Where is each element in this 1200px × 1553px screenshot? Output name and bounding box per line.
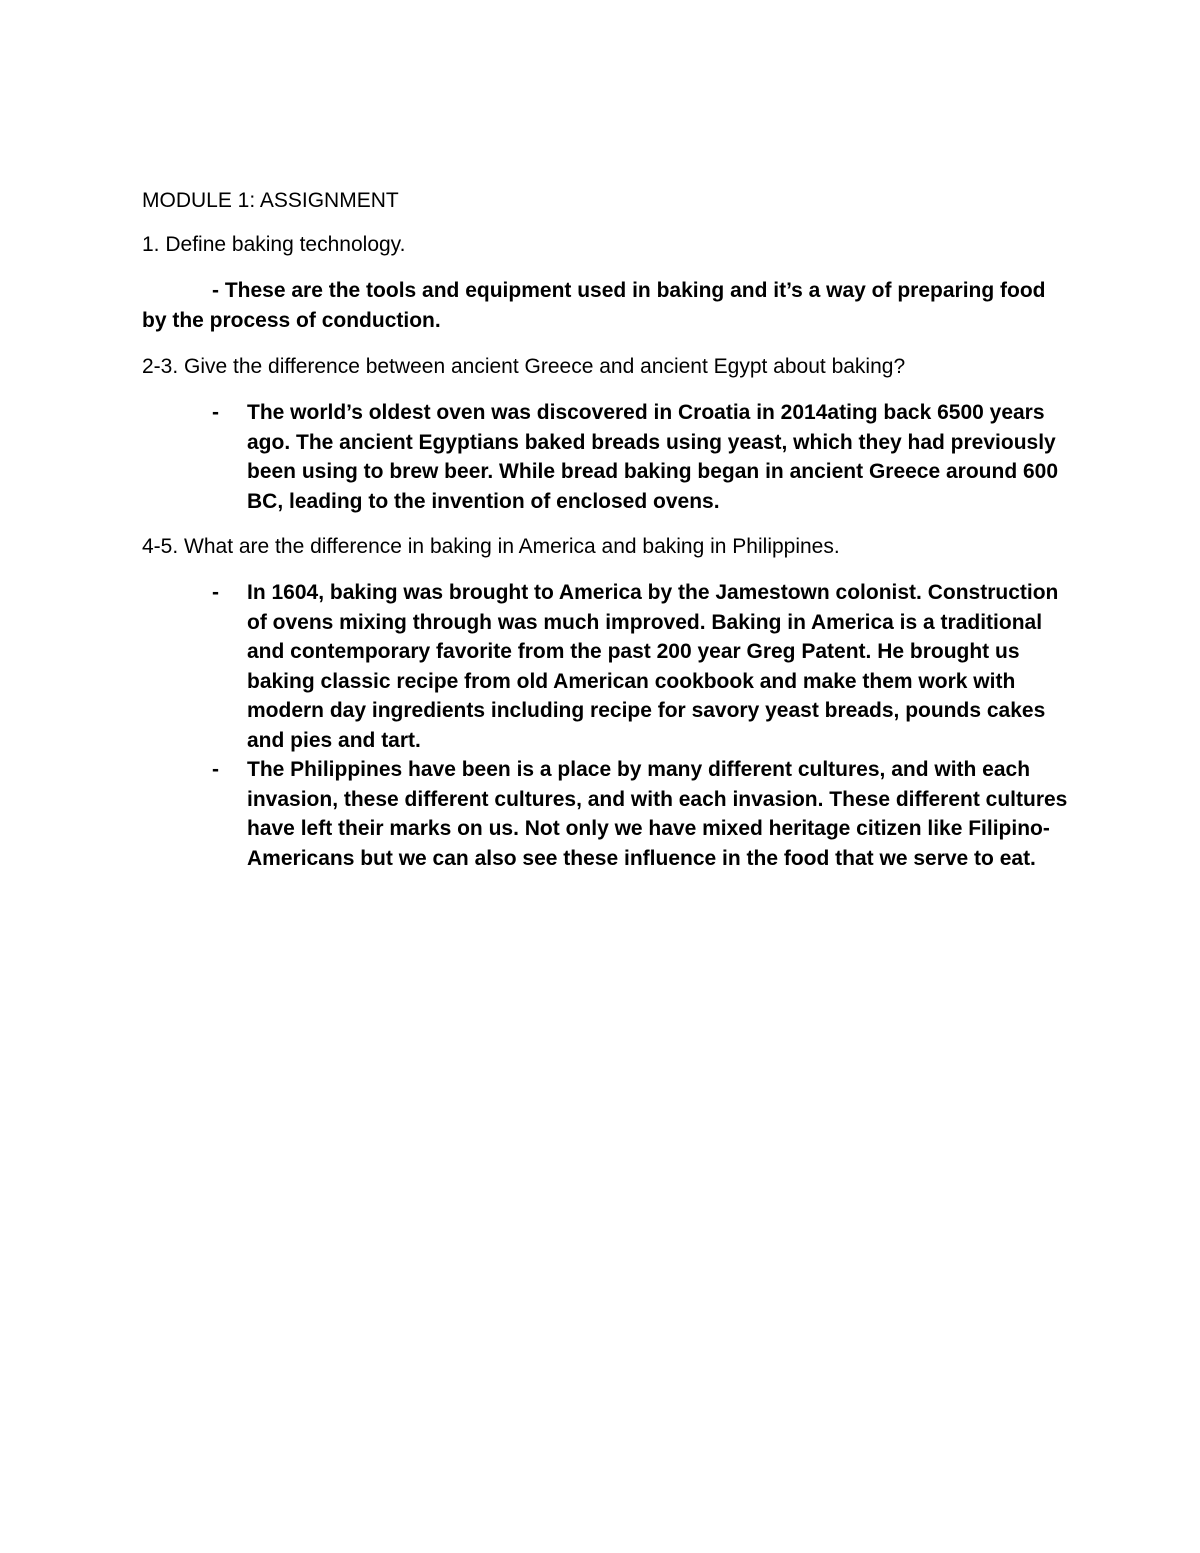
list-item (142, 755, 1072, 873)
answer-text: In 1604, baking was brought to America by the Jamestown colonist. Construction of ovens mixing through was much improved. Baking in America is a traditional and contemporary favorite from the past 200 year Greg Patent. He brought us baking classic recipe from old American cookbook and make them work with modern day ingredients including recipe for savory yeast breads, pounds cakes and pies and tart. (247, 581, 1059, 752)
question-1: 1. Define baking technology. (142, 233, 406, 256)
document-title: MODULE 1: ASSIGNMENT (142, 189, 399, 212)
question-4-5: 4-5. What are the difference in baking in America and baking in Philippines. (142, 535, 840, 558)
document-content (142, 186, 1072, 889)
answer-list-4-5 (142, 578, 1072, 873)
list-item (142, 578, 1072, 755)
answer-text: The world’s oldest oven was discovered in Croatia in 2014ating back 6500 years ago. The ancient Egyptians baked breads using yeast, which they had previously been using to brew beer. While bread baking began in ancient Greece around 600 BC, leading to the invention of enclosed ovens. (247, 401, 1059, 513)
list-item (142, 398, 1072, 516)
answer-1: - These are the tools and equipment used in baking and it’s a way of preparing food by the process of conduction. (142, 279, 1046, 332)
dash-bullet: - (212, 758, 219, 781)
question-2-3: 2-3. Give the difference between ancient Greece and ancient Egypt about baking? (142, 355, 906, 378)
dash-bullet: - (212, 401, 219, 424)
answer-list-2-3 (142, 398, 1072, 516)
answer-text: The Philippines have been is a place by many different cultures, and with each invasion, these different cultures, and with each invasion. These different cultures have left their marks on us. Not only we have mixed heritage citizen like Filipino-Americans but we can also see these influence in the food that we serve to eat. (247, 758, 1068, 870)
dash-bullet: - (212, 581, 219, 604)
